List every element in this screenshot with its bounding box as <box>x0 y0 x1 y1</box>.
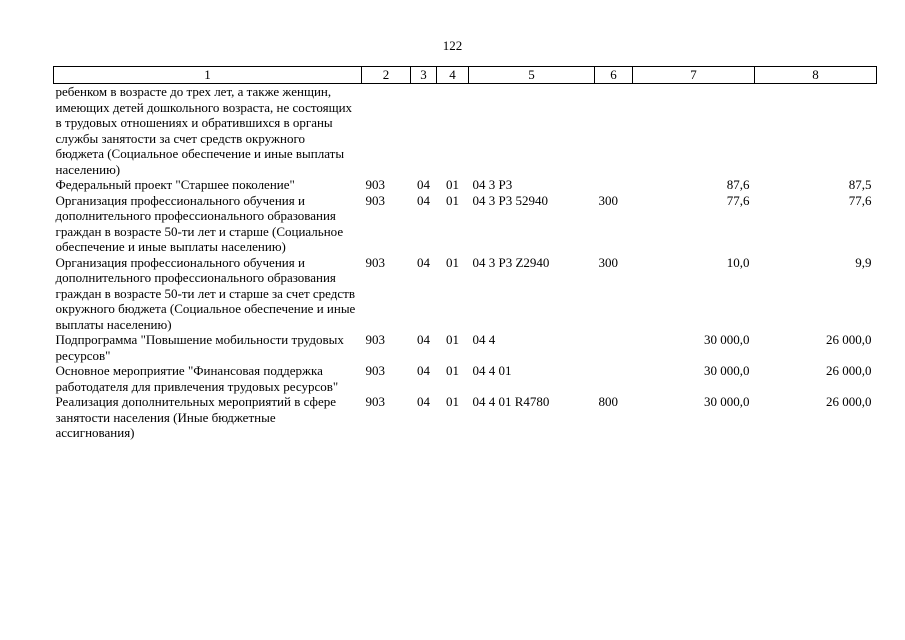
col-header-6: 6 <box>595 67 633 84</box>
row-expense-type: 300 <box>598 192 618 208</box>
col-header-2: 2 <box>362 67 411 84</box>
row-exec-amount: 26 000,0 <box>826 363 872 378</box>
row-subsection: 01 <box>446 363 459 378</box>
row-subsection: 01 <box>446 192 459 208</box>
row-section: 04 <box>417 254 430 270</box>
row-section <box>411 84 437 178</box>
row-subsection: 01 <box>446 332 459 347</box>
row-plan-amount: 30 000,0 <box>704 332 750 347</box>
row-exec-amount: 26 000,0 <box>826 394 872 409</box>
row-admin-code: 903 <box>365 394 385 409</box>
table-row <box>54 255 877 333</box>
col-header-4: 4 <box>437 67 469 84</box>
row-expense-type <box>595 363 633 394</box>
col-header-5: 5 <box>469 67 595 84</box>
row-section: 04 <box>417 332 430 347</box>
row-expense-type: 300 <box>598 254 618 270</box>
row-expense-type <box>595 84 633 178</box>
row-name: Подпрограмма "Повышение мобильности трудовых ресурсов" <box>55 332 344 363</box>
row-plan-amount: 77,6 <box>726 192 750 208</box>
row-admin-code: 903 <box>365 192 385 208</box>
row-subsection: 01 <box>446 394 459 409</box>
row-exec-amount: 9,9 <box>855 254 872 270</box>
row-subsection: 01 <box>446 254 459 270</box>
header-row <box>54 67 877 84</box>
table-row <box>54 394 877 441</box>
budget-table <box>53 66 877 441</box>
row-name: Реализация дополнительных мероприятий в сфере занятости населения (Иные бюджетные ассигнования) <box>55 394 336 440</box>
table-row <box>54 84 877 178</box>
row-target-article: 04 3 P3 52940 <box>472 192 548 208</box>
row-exec-amount <box>755 84 877 178</box>
row-plan-amount: 30 000,0 <box>704 394 750 409</box>
row-name: Федеральный проект "Старшее поколение" <box>55 177 295 192</box>
row-section: 04 <box>417 363 430 378</box>
row-target-article <box>469 84 595 178</box>
row-expense-type <box>595 332 633 363</box>
table-row <box>54 363 877 394</box>
row-name: ребенком в возрасте до трех лет, а также женщин, имеющих детей дошкольного возраста, не состоящих в трудовых отношениях и обратившихся в органы службы занятости за счет средств окружного бюджета (Социальное обеспечение и иные выплаты населению) <box>55 84 353 177</box>
row-exec-amount: 87,5 <box>848 177 872 192</box>
row-target-article: 04 4 01 <box>472 363 512 378</box>
row-name: Организация профессионального обучения и дополнительного профессионального образования граждан в возрасте 50-ти лет и старше за счет средств окружного бюджета (Социальное обеспечение и иные выплаты населению) <box>55 254 356 332</box>
row-target-article: 04 3 P3 <box>472 177 513 192</box>
row-target-article: 04 3 P3 Z2940 <box>472 254 550 270</box>
row-section: 04 <box>417 177 430 192</box>
row-plan-amount: 10,0 <box>726 254 750 270</box>
row-exec-amount: 26 000,0 <box>826 332 872 347</box>
row-subsection: 01 <box>446 177 459 192</box>
row-subsection <box>437 84 469 178</box>
col-header-3: 3 <box>411 67 437 84</box>
col-header-8: 8 <box>755 67 877 84</box>
row-expense-type <box>595 177 633 193</box>
row-plan-amount: 87,6 <box>726 177 750 192</box>
row-section: 04 <box>417 394 430 409</box>
row-admin-code: 903 <box>365 332 385 347</box>
table-row <box>54 177 877 193</box>
row-name: Основное мероприятие "Финансовая поддержка работодателя для привлечения трудовых ресурсов" <box>55 363 339 394</box>
col-header-7: 7 <box>633 67 755 84</box>
col-header-1: 1 <box>54 67 362 84</box>
row-admin-code <box>362 84 411 178</box>
row-target-article: 04 4 <box>472 332 496 347</box>
row-admin-code: 903 <box>365 363 385 378</box>
row-admin-code: 903 <box>365 177 385 192</box>
table-row <box>54 193 877 255</box>
row-plan-amount: 30 000,0 <box>704 363 750 378</box>
row-exec-amount: 77,6 <box>848 192 872 208</box>
row-name: Организация профессионального обучения и дополнительного профессионального образования граждан в возрасте 50-ти лет и старше (Социальное обеспечение и иные выплаты населению) <box>55 192 344 254</box>
row-admin-code: 903 <box>365 254 385 270</box>
page-number: 122 <box>442 38 463 53</box>
row-section: 04 <box>417 192 430 208</box>
row-expense-type: 800 <box>598 394 618 409</box>
row-plan-amount <box>633 84 755 178</box>
table-row <box>54 332 877 363</box>
row-target-article: 04 4 01 R4780 <box>472 394 550 409</box>
